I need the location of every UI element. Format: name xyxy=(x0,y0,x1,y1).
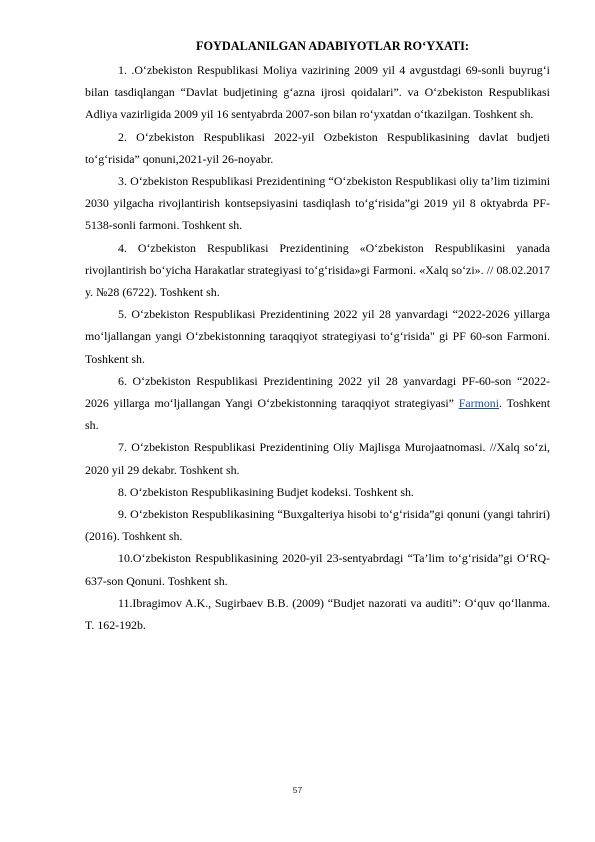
reference-item-1 xyxy=(85,59,550,126)
reference-item-4 xyxy=(85,237,550,304)
farmoni-link[interactable]: Farmoni xyxy=(458,396,500,411)
reference-text-6: 6. O‘zbekiston Respublikasi Prezidentining 2022 yil 28 yanvardagi PF-60-son “2022- 2026 yillarga mo‘ljallangan Yangi O‘zbekistonning taraqqiyot strategiyasi” xyxy=(85,373,550,411)
reference-item-11 xyxy=(85,592,550,636)
page-number: 57 xyxy=(292,785,303,795)
reference-item-10 xyxy=(85,547,550,591)
reference-text-11: 11.Ibragimov A.K., Sugirbaev B.B. (2009) “Budjet nazorati va auditi”: O‘quv qo‘llanma. T. 162-192b. xyxy=(85,595,550,633)
reference-text-7: 7. O‘zbekiston Respublikasi Prezidentining Oliy Majlisga Murojaatnomasi. //Xalq so‘zi, 2020 yil 29 dekabr. Toshkent sh. xyxy=(85,440,550,477)
reference-item-7 xyxy=(85,436,550,480)
reference-text-1: 1. .O‘zbekiston Respublikasi Moliya vazirining 2009 yil 4 avgustdagi 69-sonli buyrug‘i bilan tasdiqlangan “Davlat budjetining g‘azna ijrosi qoidalari”. va O‘zbekiston Respublikasi Adliya vazirligida 2009 yil 16 sentyabrda 2007-son bilan ro‘yxatdan o‘tkazilgan. Toshkent sh. xyxy=(85,63,550,122)
references-heading: FOYDALANILGAN ADABIYOTLAR RO‘YXATI: xyxy=(195,39,470,53)
reference-text-5: 5. O‘zbekiston Respublikasi Prezidentining 2022 yil 28 yanvardagi “2022-2026 yillarga mo‘ljallangan yangi O‘zbekistonning taraqqiyot strategiyasi to‘g‘risida" gi PF 60-son Farmoni. Toshkent sh. xyxy=(85,307,550,366)
reference-text-4: 4. O‘zbekiston Respublikasi Prezidentining «O‘zbekiston Respublikasini yanada rivojlantirish bo‘yicha Harakatlar strategiyasi to‘g‘risida»gi Farmoni. «Xalq so‘zi». // 08.02.2017 y. №28 (6722). Toshkent sh. xyxy=(85,240,550,300)
reference-item-5 xyxy=(85,303,550,370)
reference-item-3 xyxy=(85,170,550,237)
reference-item-2 xyxy=(85,126,550,170)
reference-text-6-after: . Toshkent sh. xyxy=(85,396,550,433)
reference-text-2: 2. O‘zbekiston Respublikasi 2022-yil Ozbekiston Respublikasining davlat budjeti to‘g‘risida” qonuni,2021-yil 26-noyabr. xyxy=(85,129,550,166)
reference-text-9: 9. O‘zbekiston Respublikasining “Buxgalteriya hisobi to‘g‘risida”gi qonuni (yangi tahriri) (2016). Toshkent sh. xyxy=(85,507,550,544)
reference-item-9 xyxy=(85,503,550,547)
reference-item-8 xyxy=(85,481,550,503)
reference-text-10: 10.O‘zbekiston Respublikasining 2020-yil 23-sentyabrdagi “Ta’lim to‘g‘risida”gi O‘RQ-637-son Qonuni. Toshkent sh. xyxy=(85,551,550,588)
references-list xyxy=(85,59,550,636)
reference-item-6 xyxy=(85,370,550,437)
document-page xyxy=(85,36,550,636)
reference-text-8: 8. O‘zbekiston Respublikasining Budjet kodeksi. Toshkent sh. xyxy=(118,484,414,499)
reference-text-3: 3. O‘zbekiston Respublikasi Prezidentining “O‘zbekiston Respublikasi oliy ta’lim tizimini 2030 yilgacha rivojlantirish kontsepsiyasini tasdiqlash to‘g‘risida”gi 2019 yil 8 oktyabrda PF-5138-sonli farmoni. Toshkent sh. xyxy=(85,174,550,233)
